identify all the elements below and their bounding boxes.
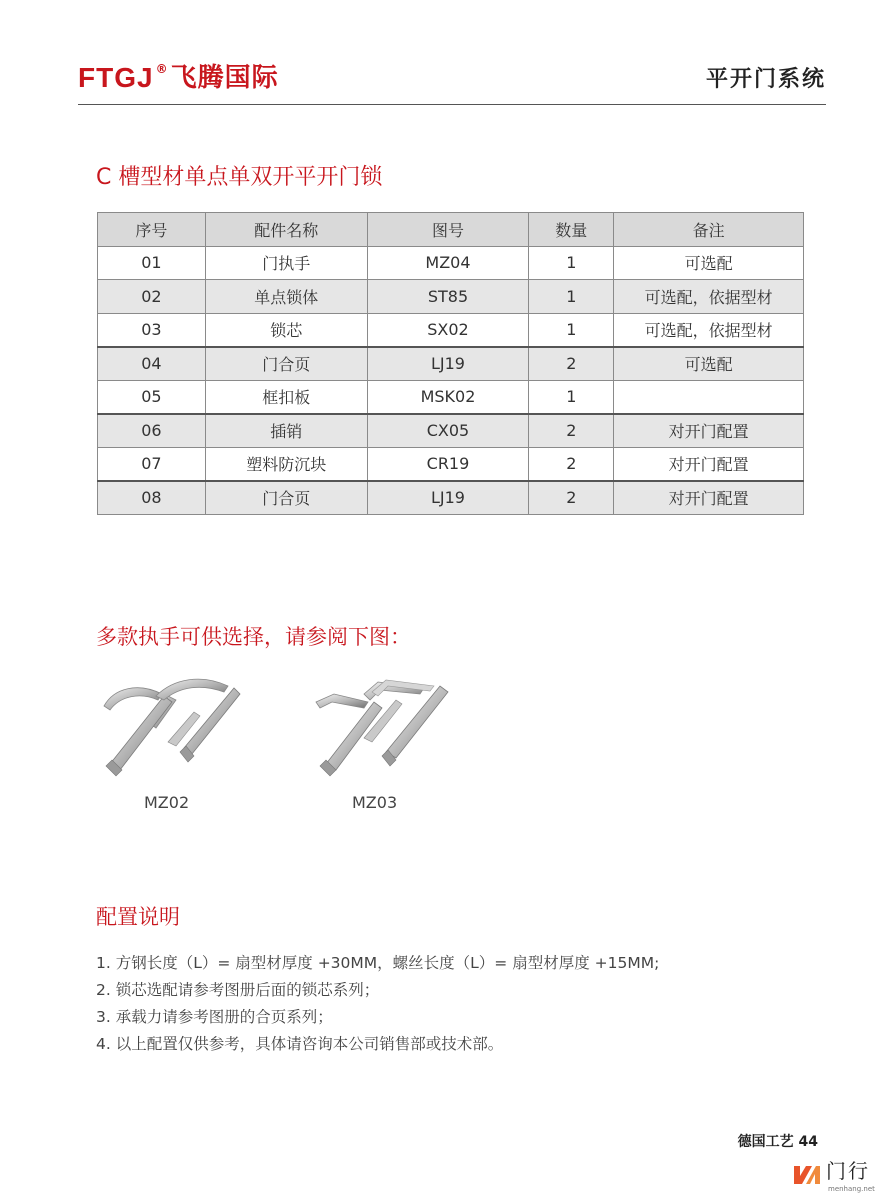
cell-drawing-no: CX05 bbox=[367, 414, 529, 448]
cell-drawing-no: CR19 bbox=[367, 447, 529, 481]
config-heading: 配置说明 bbox=[96, 905, 180, 929]
watermark-url: menhang.net bbox=[828, 1185, 875, 1193]
watermark-text: 门行 bbox=[826, 1159, 870, 1183]
cell-quantity: 2 bbox=[529, 447, 614, 481]
cell-drawing-no: LJ19 bbox=[367, 347, 529, 381]
table-row bbox=[98, 447, 804, 481]
note-item: 1. 方钢长度（L）= 扇型材厚度 +30MM，螺丝长度（L）= 扇型材厚度 +15MM; bbox=[96, 954, 660, 972]
cell-quantity: 2 bbox=[529, 347, 614, 381]
cell-remarks: 可选配，依据型材 bbox=[614, 313, 804, 347]
note-item: 4. 以上配置仅供参考，具体请咨询本公司销售部或技术部。 bbox=[96, 1035, 504, 1053]
cell-remarks: 可选配 bbox=[614, 246, 804, 280]
parts-table bbox=[97, 212, 804, 515]
table-row bbox=[98, 280, 804, 314]
watermark-logo-icon bbox=[792, 1162, 822, 1186]
cell-part-name: 框扣板 bbox=[205, 380, 367, 414]
cell-part-name: 锁芯 bbox=[205, 313, 367, 347]
table-row bbox=[98, 313, 804, 347]
brand-logo bbox=[78, 62, 279, 94]
page-title: C 槽型材单点单双开平开门锁 bbox=[96, 165, 383, 190]
cell-drawing-no: MZ04 bbox=[367, 246, 529, 280]
cell-remarks: 可选配 bbox=[614, 347, 804, 381]
cell-drawing-no: LJ19 bbox=[367, 481, 529, 515]
cell-quantity: 2 bbox=[529, 414, 614, 448]
cell-remarks: 对开门配置 bbox=[614, 481, 804, 515]
cell-remarks: 对开门配置 bbox=[614, 447, 804, 481]
cell-quantity: 2 bbox=[529, 481, 614, 515]
cell-drawing-no: MSK02 bbox=[367, 380, 529, 414]
table-row bbox=[98, 380, 804, 414]
cell-index: 06 bbox=[98, 414, 206, 448]
handle-mz02-image bbox=[98, 672, 248, 782]
cell-drawing-no: ST85 bbox=[367, 280, 529, 314]
cell-index: 05 bbox=[98, 380, 206, 414]
note-item: 2. 锁芯选配请参考图册后面的锁芯系列； bbox=[96, 981, 380, 999]
cell-remarks bbox=[614, 380, 804, 414]
column-header-remarks: 备注 bbox=[614, 213, 804, 247]
cell-quantity: 1 bbox=[529, 280, 614, 314]
table-row bbox=[98, 246, 804, 280]
cell-index: 01 bbox=[98, 246, 206, 280]
cell-drawing-no: SX02 bbox=[367, 313, 529, 347]
config-notes-list bbox=[96, 950, 659, 1058]
cell-quantity: 1 bbox=[529, 380, 614, 414]
cell-index: 03 bbox=[98, 313, 206, 347]
note-item: 3. 承载力请参考图册的合页系列； bbox=[96, 1008, 333, 1026]
cell-quantity: 1 bbox=[529, 246, 614, 280]
cell-part-name: 塑料防沉块 bbox=[205, 447, 367, 481]
page-footer-number: 德国工艺 44 bbox=[737, 1134, 818, 1150]
column-header-part-name: 配件名称 bbox=[205, 213, 367, 247]
table-row bbox=[98, 414, 804, 448]
cell-part-name: 门合页 bbox=[205, 481, 367, 515]
section-title: 平开门系统 bbox=[705, 67, 826, 92]
handle-label-mz02: MZ02 bbox=[144, 793, 190, 812]
header-divider bbox=[78, 104, 826, 105]
handles-heading: 多款执手可供选择，请参阅下图： bbox=[96, 625, 411, 649]
table-header-row bbox=[98, 213, 804, 247]
table-row bbox=[98, 481, 804, 515]
page-header bbox=[78, 58, 826, 104]
logo-latin-text: FTGJ bbox=[78, 62, 154, 93]
cell-part-name: 单点锁体 bbox=[205, 280, 367, 314]
cell-part-name: 门执手 bbox=[205, 246, 367, 280]
cell-quantity: 1 bbox=[529, 313, 614, 347]
column-header-drawing-no: 图号 bbox=[367, 213, 529, 247]
table-row bbox=[98, 347, 804, 381]
cell-remarks: 可选配，依据型材 bbox=[614, 280, 804, 314]
cell-remarks: 对开门配置 bbox=[614, 414, 804, 448]
column-header-index: 序号 bbox=[98, 213, 206, 247]
cell-index: 08 bbox=[98, 481, 206, 515]
cell-part-name: 插销 bbox=[205, 414, 367, 448]
cell-index: 07 bbox=[98, 447, 206, 481]
handle-label-mz03: MZ03 bbox=[352, 793, 398, 812]
registered-mark: ® bbox=[155, 62, 168, 76]
handle-mz03-image bbox=[312, 672, 460, 780]
logo-chinese-text: 飞腾国际 bbox=[170, 63, 279, 93]
column-header-quantity: 数量 bbox=[529, 213, 614, 247]
cell-index: 04 bbox=[98, 347, 206, 381]
cell-index: 02 bbox=[98, 280, 206, 314]
cell-part-name: 门合页 bbox=[205, 347, 367, 381]
watermark bbox=[792, 1158, 882, 1198]
